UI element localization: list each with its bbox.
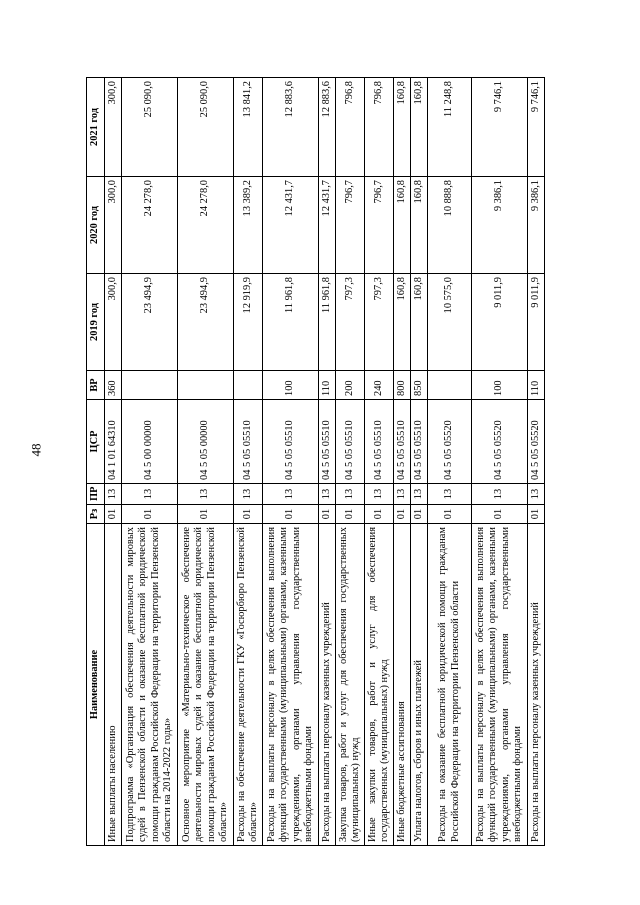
cell-vr: 110 — [319, 371, 336, 400]
cell-rz: 01 — [528, 505, 545, 524]
cell-pr: 13 — [234, 484, 263, 505]
table-body — [105, 78, 545, 846]
cell-y2021: 9 746,1 — [472, 78, 528, 177]
cell-y2019: 11 961,8 — [319, 274, 336, 371]
cell-rz: 01 — [365, 505, 394, 524]
header-2019: 2019 год — [87, 274, 105, 371]
cell-y2020: 300,0 — [105, 177, 122, 274]
cell-rz: 01 — [472, 505, 528, 524]
cell-y2020: 10 888,8 — [428, 177, 472, 274]
cell-y2021: 9 746,1 — [528, 78, 545, 177]
cell-y2020: 796,7 — [365, 177, 394, 274]
cell-name: Расходы на выплаты персоналу казенных учреждений — [528, 524, 545, 846]
header-pr: ПР — [87, 484, 105, 505]
header-vr: ВР — [87, 371, 105, 400]
table-row — [394, 78, 411, 846]
table-row — [178, 78, 234, 846]
cell-y2019: 23 494,9 — [178, 274, 234, 371]
cell-csr: 04 5 00 00000 — [122, 400, 178, 484]
cell-y2021: 25 090,0 — [122, 78, 178, 177]
cell-y2019: 9 011,9 — [472, 274, 528, 371]
cell-csr: 04 5 05 05510 — [394, 400, 411, 484]
table-row — [411, 78, 428, 846]
table-row — [365, 78, 394, 846]
cell-pr: 13 — [472, 484, 528, 505]
cell-y2021: 796,8 — [365, 78, 394, 177]
cell-pr: 13 — [319, 484, 336, 505]
cell-rz: 01 — [394, 505, 411, 524]
cell-name: Расходы на выплаты персоналу в целях обеспечения выполнения функций государственными (муниципальными) органами, казенными учреждениями, органами управления государственными внебюджетными фондами — [472, 524, 528, 846]
table-row — [263, 78, 319, 846]
table-header-row — [87, 78, 105, 846]
cell-pr: 13 — [411, 484, 428, 505]
cell-name: Иные выплаты населению — [105, 524, 122, 846]
cell-csr: 04 5 05 05510 — [234, 400, 263, 484]
cell-name: Уплата налогов, сборов и иных платежей — [411, 524, 428, 846]
cell-y2020: 12 431,7 — [263, 177, 319, 274]
cell-pr: 13 — [122, 484, 178, 505]
cell-y2020: 12 431,7 — [319, 177, 336, 274]
table-row — [528, 78, 545, 846]
cell-rz: 01 — [105, 505, 122, 524]
cell-pr: 13 — [428, 484, 472, 505]
cell-y2020: 24 278,0 — [178, 177, 234, 274]
table-row — [319, 78, 336, 846]
cell-vr — [428, 371, 472, 400]
cell-y2020: 160,8 — [394, 177, 411, 274]
table-row — [472, 78, 528, 846]
cell-y2021: 11 248,8 — [428, 78, 472, 177]
budget-table — [86, 77, 545, 846]
cell-csr: 04 5 05 05510 — [263, 400, 319, 484]
cell-y2021: 796,8 — [336, 78, 365, 177]
cell-csr: 04 1 01 64310 — [105, 400, 122, 484]
cell-csr: 04 5 05 05520 — [528, 400, 545, 484]
cell-name: Расходы на выплаты персоналу в целях обеспечения выполнения функций государственными (муниципальными) органами, казенными учреждениями, органами управления государственными внебюджетными фондами — [263, 524, 319, 846]
table-row — [234, 78, 263, 846]
cell-y2020: 9 386,1 — [528, 177, 545, 274]
cell-vr: 240 — [365, 371, 394, 400]
cell-y2021: 12 883,6 — [263, 78, 319, 177]
cell-vr: 100 — [472, 371, 528, 400]
cell-pr: 13 — [528, 484, 545, 505]
cell-name: Закупка товаров, работ и услуг для обеспечения государственных (муниципальных) нужд — [336, 524, 365, 846]
cell-vr — [234, 371, 263, 400]
header-2021: 2021 год — [87, 78, 105, 177]
cell-y2019: 160,8 — [394, 274, 411, 371]
cell-y2021: 300,0 — [105, 78, 122, 177]
cell-name: Основное мероприятие «Материально-техническое обеспечение деятельности мировых судей и оказание бесплатной юридической помощи гражданам Российской Федерации на территории Пензенской области» — [178, 524, 234, 846]
cell-y2019: 10 575,0 — [428, 274, 472, 371]
cell-csr: 04 5 05 05520 — [428, 400, 472, 484]
cell-y2019: 11 961,8 — [263, 274, 319, 371]
table-row — [105, 78, 122, 846]
table-row — [336, 78, 365, 846]
cell-name: Иные бюджетные ассигнования — [394, 524, 411, 846]
cell-y2021: 25 090,0 — [178, 78, 234, 177]
cell-y2019: 12 919,9 — [234, 274, 263, 371]
cell-vr: 850 — [411, 371, 428, 400]
cell-y2019: 160,8 — [411, 274, 428, 371]
cell-pr: 13 — [263, 484, 319, 505]
cell-pr: 13 — [394, 484, 411, 505]
header-rz: Рз — [87, 505, 105, 524]
cell-csr: 04 5 05 05510 — [411, 400, 428, 484]
rotated-table-container — [86, 78, 562, 846]
cell-csr: 04 5 05 05520 — [472, 400, 528, 484]
cell-pr: 13 — [336, 484, 365, 505]
cell-y2021: 13 841,2 — [234, 78, 263, 177]
cell-y2019: 797,3 — [365, 274, 394, 371]
cell-y2019: 23 494,9 — [122, 274, 178, 371]
cell-vr: 200 — [336, 371, 365, 400]
cell-rz: 01 — [178, 505, 234, 524]
header-csr: ЦСР — [87, 400, 105, 484]
cell-vr: 800 — [394, 371, 411, 400]
cell-y2021: 160,8 — [411, 78, 428, 177]
cell-csr: 04 5 05 05510 — [319, 400, 336, 484]
cell-vr: 110 — [528, 371, 545, 400]
cell-rz: 01 — [319, 505, 336, 524]
cell-vr — [178, 371, 234, 400]
cell-y2020: 13 389,2 — [234, 177, 263, 274]
cell-y2020: 24 278,0 — [122, 177, 178, 274]
cell-csr: 04 5 05 05510 — [336, 400, 365, 484]
cell-rz: 01 — [234, 505, 263, 524]
cell-csr: 04 5 05 00000 — [178, 400, 234, 484]
cell-y2020: 9 386,1 — [472, 177, 528, 274]
cell-rz: 01 — [336, 505, 365, 524]
cell-rz: 01 — [122, 505, 178, 524]
cell-vr — [122, 371, 178, 400]
cell-rz: 01 — [263, 505, 319, 524]
table-row — [122, 78, 178, 846]
cell-csr: 04 5 05 05510 — [365, 400, 394, 484]
table-row — [428, 78, 472, 846]
cell-y2019: 797,3 — [336, 274, 365, 371]
cell-y2020: 160,8 — [411, 177, 428, 274]
cell-name: Расходы на выплаты персоналу казенных учреждений — [319, 524, 336, 846]
cell-y2019: 300,0 — [105, 274, 122, 371]
cell-name: Расходы на обеспечение деятельности ГКУ «Госюрбюро Пензенской области» — [234, 524, 263, 846]
cell-y2019: 9 011,9 — [528, 274, 545, 371]
cell-rz: 01 — [428, 505, 472, 524]
cell-vr: 100 — [263, 371, 319, 400]
cell-pr: 13 — [178, 484, 234, 505]
cell-name: Подпрограмма «Организация обеспечения деятельности мировых судей в Пензенской области и оказание бесплатной юридической помощи гражданам Российской Федерации на территории Пензенской области на 2014-2022 годы» — [122, 524, 178, 846]
cell-name: Расходы на оказание бесплатной юридической помощи гражданам Российской Федерации на территории Пензенской области — [428, 524, 472, 846]
cell-rz: 01 — [411, 505, 428, 524]
cell-y2020: 796,7 — [336, 177, 365, 274]
cell-y2021: 12 883,6 — [319, 78, 336, 177]
cell-y2021: 160,8 — [394, 78, 411, 177]
cell-vr: 360 — [105, 371, 122, 400]
header-name: Наименование — [87, 524, 105, 846]
header-2020: 2020 год — [87, 177, 105, 274]
cell-name: Иные закупки товаров, работ и услуг для обеспечения государственных (муниципальных) нужд — [365, 524, 394, 846]
cell-pr: 13 — [105, 484, 122, 505]
page-number: 48 — [28, 443, 44, 457]
cell-pr: 13 — [365, 484, 394, 505]
